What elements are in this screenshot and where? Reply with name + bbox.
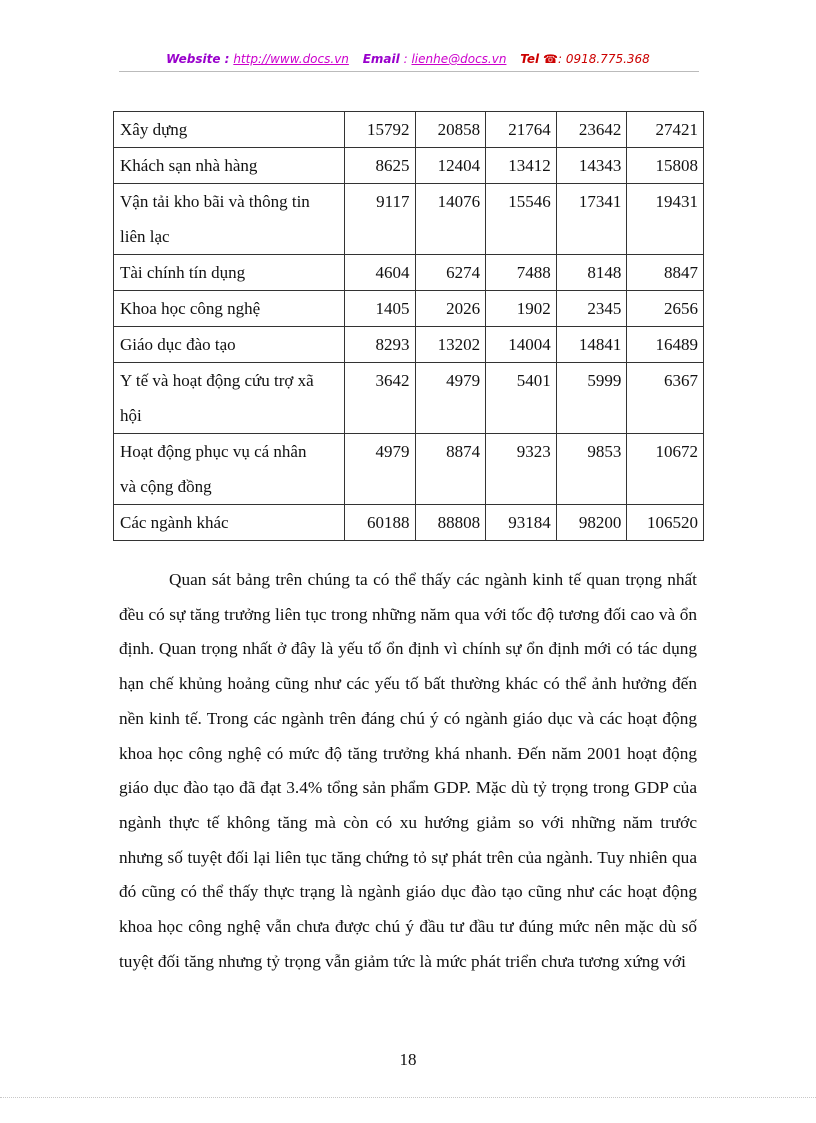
value-cell: 15546 bbox=[486, 184, 557, 255]
row-label-line: liên lạc bbox=[120, 227, 170, 246]
row-label bbox=[114, 255, 345, 291]
table-row bbox=[114, 112, 704, 148]
value-cell: 8874 bbox=[415, 434, 486, 505]
value-cell: 8148 bbox=[556, 255, 627, 291]
value-cell: 8293 bbox=[344, 327, 415, 363]
row-label-line: Các ngành khác bbox=[120, 513, 229, 532]
row-label-line: hội bbox=[120, 406, 142, 425]
value-cell: 7488 bbox=[486, 255, 557, 291]
value-cell: 5999 bbox=[556, 363, 627, 434]
value-cell: 10672 bbox=[627, 434, 704, 505]
value-cell: 12404 bbox=[415, 148, 486, 184]
value-cell: 14076 bbox=[415, 184, 486, 255]
value-cell: 15808 bbox=[627, 148, 704, 184]
value-cell: 19431 bbox=[627, 184, 704, 255]
footer-dotted-line bbox=[0, 1097, 816, 1098]
value-cell: 16489 bbox=[627, 327, 704, 363]
value-cell: 2656 bbox=[627, 291, 704, 327]
row-label bbox=[114, 112, 345, 148]
value-cell: 106520 bbox=[627, 505, 704, 541]
page-number: 18 bbox=[399, 1050, 417, 1069]
value-cell: 1405 bbox=[344, 291, 415, 327]
value-cell: 15792 bbox=[344, 112, 415, 148]
page-header bbox=[0, 52, 816, 66]
table-row bbox=[114, 434, 704, 505]
value-cell: 9117 bbox=[344, 184, 415, 255]
table-body bbox=[114, 112, 704, 541]
tel-number: 0918.775.368 bbox=[565, 52, 650, 66]
value-cell: 14004 bbox=[486, 327, 557, 363]
value-cell: 6367 bbox=[627, 363, 704, 434]
value-cell: 4604 bbox=[344, 255, 415, 291]
table-row bbox=[114, 291, 704, 327]
value-cell: 4979 bbox=[344, 434, 415, 505]
value-cell: 93184 bbox=[486, 505, 557, 541]
table-row bbox=[114, 184, 704, 255]
row-label bbox=[114, 291, 345, 327]
value-cell: 2345 bbox=[556, 291, 627, 327]
value-cell: 1902 bbox=[486, 291, 557, 327]
website-label: Website : bbox=[166, 52, 230, 66]
row-label-line: Xây dựng bbox=[120, 120, 188, 139]
row-label-line: Khách sạn nhà hàng bbox=[120, 156, 258, 175]
body-paragraph bbox=[119, 563, 697, 979]
value-cell: 60188 bbox=[344, 505, 415, 541]
row-label-line: Giáo dục đào tạo bbox=[120, 335, 236, 354]
row-label-line: Vận tải kho bãi và thông tin bbox=[120, 192, 310, 211]
value-cell: 9323 bbox=[486, 434, 557, 505]
header-divider bbox=[119, 71, 699, 72]
row-label-line: Hoạt động phục vụ cá nhân bbox=[120, 442, 307, 461]
row-label bbox=[114, 184, 345, 255]
table-row bbox=[114, 148, 704, 184]
row-label bbox=[114, 148, 345, 184]
value-cell: 6274 bbox=[415, 255, 486, 291]
value-cell: 9853 bbox=[556, 434, 627, 505]
value-cell: 23642 bbox=[556, 112, 627, 148]
statistics-table bbox=[113, 111, 704, 541]
value-cell: 17341 bbox=[556, 184, 627, 255]
row-label-line: Y tế và hoạt động cứu trợ xã bbox=[120, 371, 314, 390]
value-cell: 14343 bbox=[556, 148, 627, 184]
value-cell: 27421 bbox=[627, 112, 704, 148]
row-label bbox=[114, 434, 345, 505]
email-label: Email bbox=[362, 52, 400, 66]
row-label bbox=[114, 363, 345, 434]
row-label bbox=[114, 327, 345, 363]
table-row bbox=[114, 255, 704, 291]
value-cell: 3642 bbox=[344, 363, 415, 434]
value-cell: 4979 bbox=[415, 363, 486, 434]
value-cell: 5401 bbox=[486, 363, 557, 434]
value-cell: 88808 bbox=[415, 505, 486, 541]
value-cell: 14841 bbox=[556, 327, 627, 363]
value-cell: 21764 bbox=[486, 112, 557, 148]
value-cell: 13202 bbox=[415, 327, 486, 363]
value-cell: 8625 bbox=[344, 148, 415, 184]
value-cell: 98200 bbox=[556, 505, 627, 541]
telephone-icon: ☎ bbox=[543, 52, 558, 66]
value-cell: 8847 bbox=[627, 255, 704, 291]
tel-label: Tel bbox=[520, 52, 540, 66]
email-link[interactable]: lienhe@docs.vn bbox=[411, 52, 507, 66]
row-label-line: và cộng đồng bbox=[120, 477, 212, 496]
email-separator: : bbox=[403, 52, 408, 66]
table-row bbox=[114, 327, 704, 363]
tel-separator: : bbox=[557, 52, 562, 66]
value-cell: 13412 bbox=[486, 148, 557, 184]
value-cell: 20858 bbox=[415, 112, 486, 148]
paragraph-text: Quan sát bảng trên chúng ta có thể thấy các ngành kinh tế quan trọng nhất đều có sự tăng trưởng liên tục trong những năm qua với tốc độ tương đối cao và ổn định. Quan trọng nhất ở đây là yếu tố ổn định vì chính sự ổn định mới có tác dụng hạn chế khủng hoảng cũng như các yếu tố bất thường khác có thể ảnh hưởng đến nền kinh tế. Trong các ngành trên đáng chú ý có ngành giáo dục và các hoạt động khoa học công nghệ có mức độ tăng trưởng khá nhanh. Đến năm 2001 hoạt động giáo dục đào tạo đã đạt 3.4% tổng sản phẩm GDP. Mặc dù tỷ trọng trong GDP của ngành thực tế không tăng mà còn có xu hướng giảm so với những năm trước nhưng số tuyệt đối lại liên tục tăng chứng tỏ sự phát trên của ngành. Tuy nhiên qua đó cũng có thể thấy thực trạng là ngành giáo dục đào tạo cũng như các hoạt động khoa học công nghệ vẫn chưa được chú ý đầu tư đầu tư đúng mức nên mặc dù số tuyệt đối tăng nhưng tỷ trọng vẫn giảm tức là mức phát triển chưa tương xứng với bbox=[119, 570, 697, 971]
row-label bbox=[114, 505, 345, 541]
row-label-line: Tài chính tín dụng bbox=[120, 263, 246, 282]
value-cell: 2026 bbox=[415, 291, 486, 327]
website-link[interactable]: http://www.docs.vn bbox=[233, 52, 349, 66]
row-label-line: Khoa học công nghệ bbox=[120, 299, 261, 318]
table-row bbox=[114, 505, 704, 541]
table-row bbox=[114, 363, 704, 434]
